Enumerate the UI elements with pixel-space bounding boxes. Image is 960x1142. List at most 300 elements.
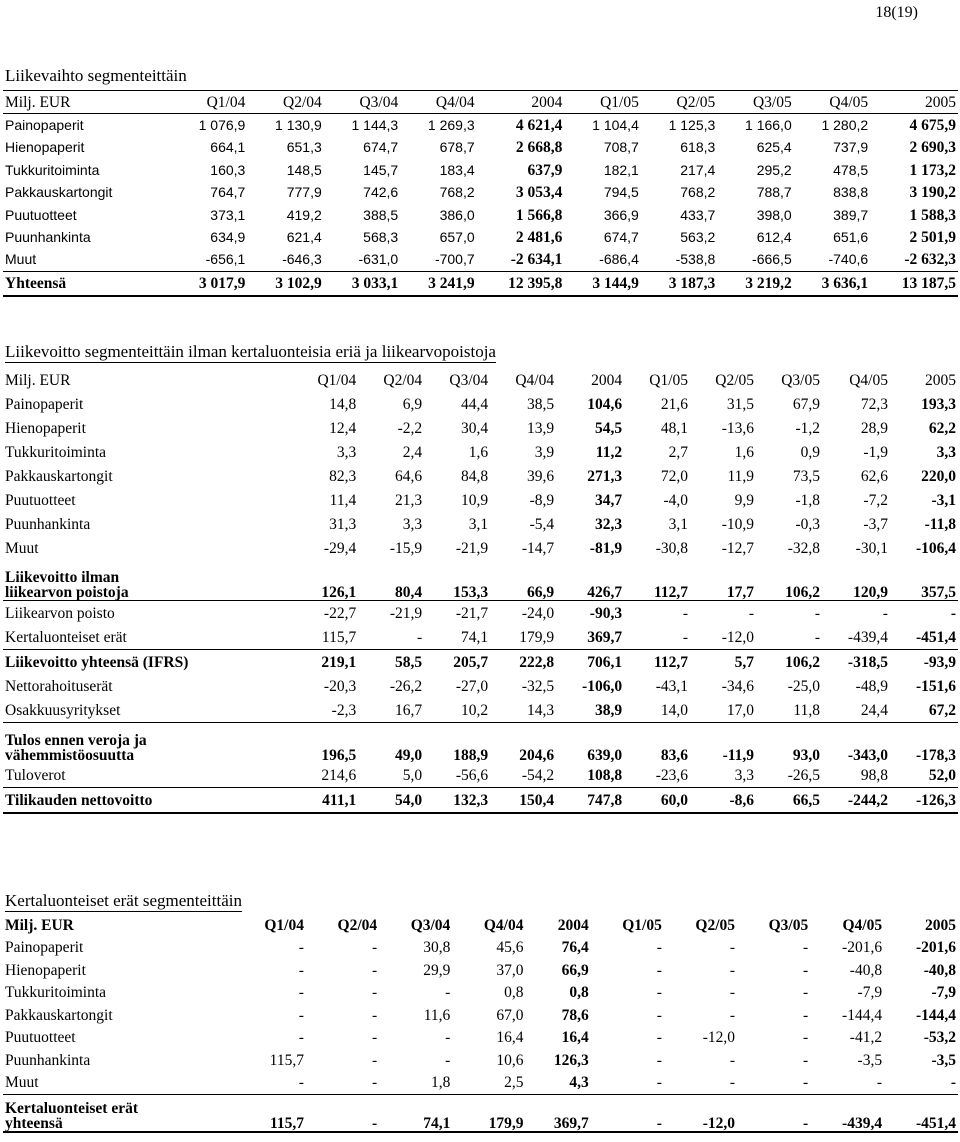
table-cell: Q2/04 (337, 916, 378, 934)
table-cell: 183,4 (439, 161, 475, 178)
table-cell: 84,8 (461, 467, 489, 485)
table-cell: 2005 (925, 371, 956, 389)
table-cell: - (306, 1095, 379, 1133)
table-cell: 115,7 (269, 1051, 304, 1069)
table-cell: 112,7 (654, 653, 689, 671)
total-row (3, 788, 958, 814)
row-label: Milj. EUR (5, 371, 71, 389)
header-row (3, 91, 958, 114)
table-cell: 220,0 (921, 467, 956, 485)
table-cell: 106,2 (756, 560, 822, 601)
revenue-table (3, 90, 958, 297)
table-cell: 1 166,0 (745, 117, 792, 134)
table-cell: 1 130,9 (275, 117, 322, 134)
table-cell: 768,2 (680, 184, 716, 201)
table-cell: -126,3 (890, 788, 958, 814)
table-cell: 3 241,9 (400, 272, 476, 296)
table-cell: 16,4 (561, 1029, 589, 1047)
table-cell: - (803, 1006, 809, 1024)
label-line: vähemmistöosuutta (5, 747, 135, 764)
row-label: Muut (5, 539, 39, 557)
table-cell: 1 104,4 (592, 117, 639, 134)
table-cell: - (803, 1029, 809, 1047)
table-cell: 126,3 (553, 1051, 589, 1069)
table-cell: 93,0 (792, 747, 820, 764)
row-label: Puutuotteet (5, 491, 76, 509)
table-cell: -656,1 (205, 251, 246, 268)
table-cell: 153,3 (424, 560, 490, 601)
subtotal-row (3, 560, 958, 601)
table-cell: -12,0 (664, 1095, 737, 1133)
table-cell: 83,6 (660, 747, 689, 764)
table-cell: -10,9 (721, 515, 755, 533)
table-cell: -34,6 (721, 677, 755, 695)
table-cell: 78,6 (561, 1006, 589, 1024)
table-cell: 28,9 (860, 419, 888, 437)
table-cell: - (803, 1051, 809, 1069)
table-cell: 32,3 (594, 515, 623, 533)
table-cell: 3 187,3 (641, 272, 717, 296)
table-cell: 60,0 (624, 788, 690, 814)
table-cell: 788,7 (756, 184, 792, 201)
table-cell: 651,6 (833, 229, 869, 246)
table-cell: - (656, 984, 662, 1002)
table-cell: 196,5 (321, 747, 357, 764)
table-cell: 4,3 (569, 1074, 589, 1092)
table-cell: - (729, 1006, 736, 1024)
table-row (3, 440, 958, 464)
row-label: Liikevoitto yhteensä (IFRS) (5, 653, 189, 671)
table-cell: 3 053,4 (515, 184, 563, 202)
table-cell: 3 219,2 (717, 272, 793, 296)
table-cell: -7,9 (931, 984, 956, 1002)
header-row (3, 368, 958, 392)
table-cell: -81,9 (589, 539, 623, 557)
table-cell: 39,6 (526, 467, 555, 485)
table-cell: - (358, 625, 424, 650)
table-cell: - (729, 984, 736, 1002)
section-title-nonrecurring (5, 891, 242, 911)
table-cell: -1,2 (795, 419, 820, 437)
table-cell: 17,7 (690, 560, 756, 601)
table-cell: 271,3 (587, 467, 623, 485)
total-row (3, 1095, 958, 1133)
table-row (3, 1072, 958, 1095)
table-cell: Q3/04 (449, 371, 489, 389)
table-cell: -451,4 (890, 625, 958, 650)
table-cell: -25,0 (787, 677, 820, 695)
table-cell: Q2/05 (641, 91, 717, 114)
table-cell: -30,1 (855, 539, 888, 557)
table-cell: -8,9 (529, 491, 555, 509)
table-cell: 72,3 (860, 395, 888, 413)
table-cell: 160,3 (210, 161, 246, 178)
table-cell: -29,4 (323, 539, 357, 557)
table-cell: 73,5 (792, 467, 820, 485)
table-cell: -3,5 (931, 1051, 956, 1069)
table-cell: 54,5 (594, 419, 623, 437)
table-cell: 3 636,1 (794, 272, 870, 296)
table-cell: -93,9 (923, 653, 956, 671)
table-row (3, 1004, 958, 1027)
table-cell: 11,8 (756, 698, 822, 723)
table-cell: - (737, 1095, 810, 1133)
table-cell: 120,9 (822, 560, 890, 601)
subtotal-row (3, 650, 958, 675)
table-cell: -11,9 (722, 747, 755, 764)
table-cell: 2 690,3 (909, 139, 956, 157)
table-cell: -26,2 (389, 677, 423, 695)
table-cell: - (591, 1095, 664, 1133)
table-cell: - (876, 1074, 883, 1092)
table-cell: - (656, 939, 662, 957)
table-cell: 2004 (591, 371, 623, 389)
table-cell: 82,3 (329, 467, 357, 485)
table-cell: 38,9 (556, 698, 624, 723)
page-number: 18(19) (875, 4, 918, 21)
table-cell: 2,4 (402, 443, 423, 461)
table-cell: - (729, 961, 736, 979)
row-label: Hienopaperit (5, 419, 86, 437)
table-cell: Q1/04 (264, 916, 304, 934)
table-cell: 373,1 (210, 206, 246, 223)
subtotal-row (3, 723, 958, 764)
table-cell: Q1/04 (317, 371, 357, 389)
table-cell: 67,0 (496, 1006, 524, 1024)
table-cell: 295,2 (756, 161, 792, 178)
table-cell: 3,3 (336, 443, 357, 461)
table-cell: 31,3 (329, 515, 357, 533)
table-row (3, 226, 958, 248)
table-cell: -178,3 (915, 747, 956, 764)
table-cell: 634,9 (210, 229, 246, 246)
table-cell: -23,6 (624, 763, 690, 788)
label-line: liikearvon poistoja (5, 584, 129, 601)
table-cell: 369,7 (556, 625, 624, 650)
table-cell: -144,4 (915, 1006, 956, 1024)
table-cell: Q1/05 (649, 371, 689, 389)
table-cell: - (371, 984, 378, 1002)
table-cell: 66,9 (490, 560, 556, 601)
table-cell: -2,3 (292, 698, 358, 723)
label-line: Liikevoitto ilman (5, 569, 120, 586)
table-cell: 76,4 (561, 939, 589, 957)
table-cell: 31,5 (726, 395, 755, 413)
table-cell: Q4/05 (842, 916, 883, 934)
row-label: Muut (5, 1074, 39, 1092)
table-cell: 3,9 (534, 443, 555, 461)
table-cell: 768,2 (439, 184, 475, 201)
table-cell: 0,9 (800, 443, 820, 461)
table-cell: 9,9 (734, 491, 755, 509)
table-cell: 664,1 (210, 139, 246, 156)
table-cell: 0,8 (504, 984, 524, 1002)
table-cell: 14,8 (329, 395, 357, 413)
table-cell: 16,4 (496, 1029, 524, 1047)
table-cell: -244,2 (822, 788, 890, 814)
table-cell: 3 033,1 (324, 272, 400, 296)
table-cell: 10,9 (461, 491, 489, 509)
table-row (3, 182, 958, 204)
table-cell: 104,6 (587, 395, 623, 413)
table-cell: 639,0 (587, 747, 623, 764)
table-cell: - (298, 984, 304, 1002)
table-cell: - (882, 604, 888, 622)
table-cell: -343,0 (847, 747, 888, 764)
table-cell: 2,5 (504, 1074, 524, 1092)
table-cell: - (298, 939, 304, 957)
table-cell: 214,6 (292, 763, 358, 788)
table-row (3, 159, 958, 181)
table-cell: - (624, 625, 690, 650)
table-cell: 30,4 (461, 419, 489, 437)
table-cell: -20,3 (323, 677, 357, 695)
table-cell: -151,6 (915, 677, 956, 695)
table-cell: 10,2 (424, 698, 490, 723)
table-cell: 2 501,9 (909, 229, 956, 247)
table-cell: -201,6 (915, 939, 956, 957)
table-row (3, 601, 958, 626)
table-cell: 398,0 (756, 206, 792, 223)
table-cell: 74,1 (424, 625, 490, 650)
table-row (3, 625, 958, 650)
row-label: Yhteensä (3, 272, 171, 296)
row-label (3, 560, 292, 601)
table-cell: 10,6 (496, 1051, 524, 1069)
row-label: Tukkuritoiminta (5, 161, 100, 178)
table-cell: 419,2 (286, 206, 322, 223)
table-cell: 1 280,2 (821, 117, 869, 134)
row-label: Pakkauskartongit (5, 467, 113, 485)
row-label: Liikearvon poisto (5, 604, 115, 622)
table-cell: -40,8 (923, 961, 956, 979)
table-cell: 3 102,9 (247, 272, 323, 296)
table-cell: 29,9 (423, 961, 451, 979)
ebit-table (3, 368, 958, 814)
table-cell: - (298, 1029, 304, 1047)
table-cell: -631,0 (358, 251, 399, 268)
table-cell: -4,0 (663, 491, 689, 509)
table-cell: -0,3 (795, 515, 820, 533)
table-cell: 674,7 (603, 229, 639, 246)
table-cell: - (656, 1006, 662, 1024)
table-cell: - (814, 604, 820, 622)
table-cell: - (756, 625, 822, 650)
table-cell: 1 125,3 (668, 117, 716, 134)
table-cell: 58,5 (395, 653, 423, 671)
table-cell: 5,7 (734, 653, 755, 671)
table-cell: - (371, 1074, 378, 1092)
table-cell: 72,0 (660, 467, 689, 485)
table-cell: Q2/04 (383, 371, 423, 389)
table-cell: 66,9 (561, 961, 589, 979)
table-cell: 637,9 (527, 161, 563, 179)
table-cell: - (656, 1029, 662, 1047)
row-label: Painopaperit (5, 395, 84, 413)
table-cell: 2004 (557, 916, 589, 934)
table-cell: - (371, 961, 378, 979)
table-cell: -646,3 (282, 251, 322, 268)
table-cell: 44,4 (461, 395, 489, 413)
table-cell: 737,9 (833, 139, 869, 156)
table-cell: 678,7 (439, 139, 475, 156)
table-cell: 2 481,6 (515, 229, 563, 247)
table-cell: -106,4 (915, 539, 956, 557)
table-cell: - (298, 1006, 304, 1024)
table-cell: 618,3 (680, 139, 716, 156)
table-cell: 369,7 (525, 1095, 590, 1133)
table-cell: - (298, 961, 304, 979)
table-cell: 657,0 (439, 229, 475, 246)
table-cell: 222,8 (519, 653, 555, 671)
table-cell: 478,5 (833, 161, 869, 178)
table-cell: 48,1 (660, 419, 689, 437)
table-cell: - (371, 1029, 378, 1047)
table-cell: -32,5 (521, 677, 555, 695)
table-cell: -22,7 (323, 604, 357, 622)
table-cell: 64,6 (395, 467, 423, 485)
table-cell: 5,0 (358, 763, 424, 788)
table-cell: - (371, 939, 378, 957)
row-label: Hienopaperit (5, 139, 85, 156)
table-cell: 777,9 (286, 184, 322, 201)
table-cell: 217,4 (680, 161, 716, 178)
table-cell: -3,7 (863, 515, 888, 533)
table-row (3, 392, 958, 416)
table-cell: 3 190,2 (909, 184, 956, 202)
table-cell: 388,5 (363, 206, 399, 223)
row-label: Painopaperit (5, 939, 84, 957)
table-cell: 1 269,3 (427, 117, 475, 134)
table-cell: 357,5 (890, 560, 958, 601)
table-cell: 66,5 (756, 788, 822, 814)
table-cell: 764,7 (210, 184, 246, 201)
table-cell: Q3/05 (717, 91, 793, 114)
table-row (3, 937, 958, 960)
row-label: Tuloverot (3, 763, 292, 788)
table-cell: 205,7 (453, 653, 489, 671)
table-cell: 179,9 (490, 625, 556, 650)
table-cell: 2005 (870, 91, 958, 114)
table-row (3, 1049, 958, 1072)
table-cell: 67,9 (792, 395, 820, 413)
table-cell: Q3/05 (768, 916, 809, 934)
table-cell: 706,1 (587, 653, 623, 671)
table-row (3, 1027, 958, 1050)
table-cell: 747,8 (556, 788, 624, 814)
table-cell: -538,8 (675, 251, 716, 268)
row-label: Painopaperit (5, 117, 84, 134)
table-cell: 838,8 (833, 184, 869, 201)
row-label: Tukkuritoiminta (5, 984, 107, 1002)
table-cell: 11,2 (595, 443, 623, 461)
table-cell: 21,3 (395, 491, 423, 509)
table-cell: 433,7 (680, 206, 716, 223)
table-cell: 0,8 (569, 984, 589, 1002)
table-cell: Q3/05 (781, 371, 820, 389)
table-cell: 568,3 (363, 229, 399, 246)
table-cell: - (950, 1074, 956, 1092)
row-label: Puutuotteet (5, 206, 77, 223)
table-cell: - (371, 1006, 378, 1024)
table-cell: - (748, 604, 755, 622)
row-label: Pakkauskartongit (5, 1006, 113, 1024)
table-cell: -15,9 (389, 539, 423, 557)
row-label (3, 1095, 233, 1133)
table-row (3, 204, 958, 226)
header-row (3, 914, 958, 937)
row-label: Puunhankinta (5, 515, 91, 533)
table-cell: 182,1 (603, 161, 639, 178)
table-cell: -201,6 (842, 939, 883, 957)
table-row (3, 249, 958, 272)
row-label: Tilikauden nettovoitto (3, 788, 292, 814)
table-cell: Q1/05 (622, 916, 662, 934)
table-cell: 74,1 (379, 1095, 452, 1133)
table-cell: 2005 (925, 916, 956, 934)
table-cell: 563,2 (680, 229, 716, 246)
table-cell: 3,1 (668, 515, 689, 533)
table-cell: -12,7 (721, 539, 755, 557)
table-cell: -32,8 (787, 539, 820, 557)
table-cell: 3 017,9 (171, 272, 247, 296)
table-cell: -21,7 (455, 604, 489, 622)
section-title-nonrecurring-text: Kertaluonteiset erät segmenteittäin (5, 891, 242, 910)
table-cell: - (371, 1051, 378, 1069)
table-cell: 2 668,8 (515, 139, 563, 157)
table-cell: 1 173,2 (909, 161, 956, 179)
table-cell: Q2/05 (695, 916, 736, 934)
table-cell: 62,6 (860, 467, 888, 485)
table-cell: 34,7 (594, 491, 623, 509)
table-cell: Q1/05 (564, 91, 640, 114)
table-cell: - (656, 961, 662, 979)
table-cell: 3 144,9 (564, 272, 640, 296)
table-cell: -27,0 (455, 677, 489, 695)
table-cell: - (803, 1074, 809, 1092)
table-cell: 14,3 (490, 698, 556, 723)
section-title-ebit (5, 342, 496, 362)
row-label: Milj. EUR (5, 916, 74, 934)
table-cell: 106,2 (785, 653, 820, 671)
table-cell: 37,0 (496, 961, 524, 979)
table-cell: - (729, 1074, 736, 1092)
table-row (3, 488, 958, 512)
table-cell: Q1/04 (171, 91, 247, 114)
table-cell: -740,6 (828, 251, 869, 268)
table-cell: 1 076,9 (198, 117, 246, 134)
table-row (3, 959, 958, 982)
table-cell: -21,9 (455, 539, 489, 557)
table-cell: 1 566,8 (515, 206, 563, 224)
table-cell: 115,7 (292, 625, 358, 650)
table-cell: - (803, 984, 809, 1002)
table-cell: 145,7 (363, 161, 399, 178)
table-row (3, 114, 958, 137)
table-cell: -56,6 (424, 763, 490, 788)
table-cell: Q2/04 (247, 91, 323, 114)
table-cell: -41,2 (849, 1029, 883, 1047)
table-cell: -2 634,1 (510, 251, 563, 269)
section-title-revenue: Liikevaihto segmenteittäin (5, 66, 187, 85)
table-cell: 3,3 (690, 763, 756, 788)
table-cell: 219,1 (321, 653, 357, 671)
table-cell: 3,3 (402, 515, 423, 533)
table-cell: -53,2 (923, 1029, 956, 1047)
table-row (3, 982, 958, 1005)
table-cell: 67,2 (890, 698, 958, 723)
table-cell: 708,7 (603, 139, 639, 156)
